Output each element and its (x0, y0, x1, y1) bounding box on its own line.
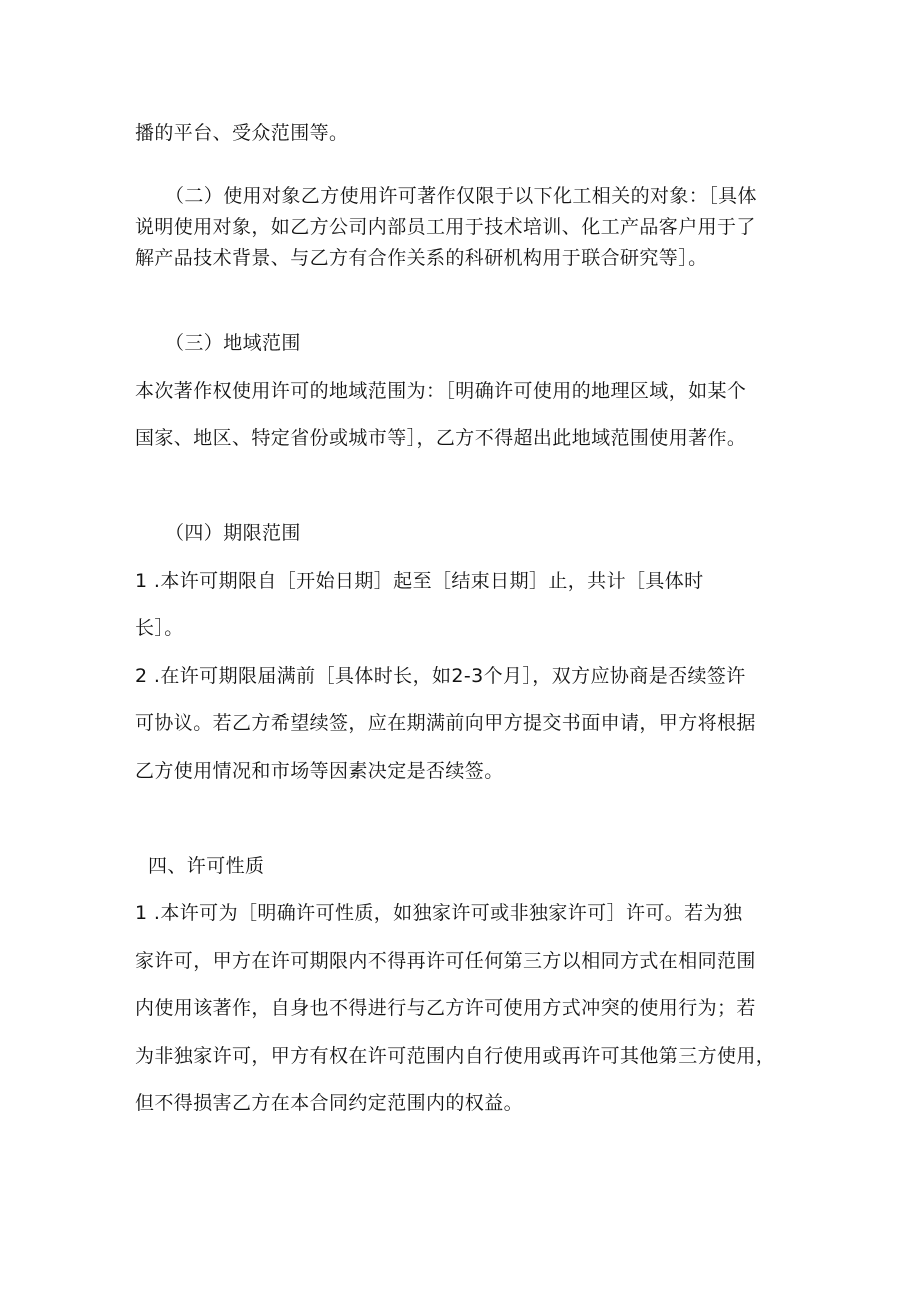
text-line-nature-1: 1 .本许可为［明确许可性质，如独家许可或非独家许可］许可。若为独 (135, 902, 743, 924)
text-line-nature-4: 为非独家许可，甲方有权在许可范围内自行使用或再许可其他第三方使用， (135, 1045, 776, 1067)
text-line-term-2-end: 乙方使用情况和市场等因素决定是否续签。 (135, 760, 504, 782)
section-2-2-heading-line: （二）使用对象乙方使用许可著作仅限于以下化工相关的对象：［具体 (165, 185, 757, 207)
text-line-usage-objects: 说明使用对象，如乙方公司内部员工用于技术培训、化工产品客户用于了 (135, 216, 756, 238)
text-line-nature-3: 内使用该著作，自身也不得进行与乙方许可使用方式冲突的使用行为；若 (135, 997, 756, 1019)
text-line-territory-end: 国家、地区、特定省份或城市等］，乙方不得超出此地域范围使用著作。 (135, 427, 747, 449)
text-line-platform: 播的平台、受众范围等。 (135, 122, 349, 144)
text-line-territory: 本次著作权使用许可的地域范围为：［明确许可使用的地理区域，如某个 (135, 380, 747, 402)
section-2-4-heading: （四）期限范围 (165, 522, 301, 544)
section-2-3-heading: （三）地域范围 (165, 332, 301, 354)
text-line-term-1: 1 .本许可期限自［开始日期］起至［结束日期］止，共计［具体时 (135, 570, 704, 592)
text-line-term-2: 2 .在许可期限届满前［具体时长，如2-3个月］，双方应协商是否续签许 (135, 665, 746, 687)
text-line-term-1-end: 长］。 (135, 617, 184, 639)
text-line-nature-2: 家许可，甲方在许可期限内不得再许可任何第三方以相同方式在相同范围 (135, 950, 756, 972)
text-line-usage-objects-end: 解产品技术背景、与乙方有合作关系的科研机构用于联合研究等］。 (135, 247, 708, 269)
text-line-nature-5: 但不得损害乙方在本合同约定范围内的权益。 (135, 1092, 524, 1114)
text-line-term-2-cont: 可协议。若乙方希望续签，应在期满前向甲方提交书面申请，甲方将根据 (135, 712, 756, 734)
section-4-heading: 四、许可性质 (148, 855, 265, 877)
